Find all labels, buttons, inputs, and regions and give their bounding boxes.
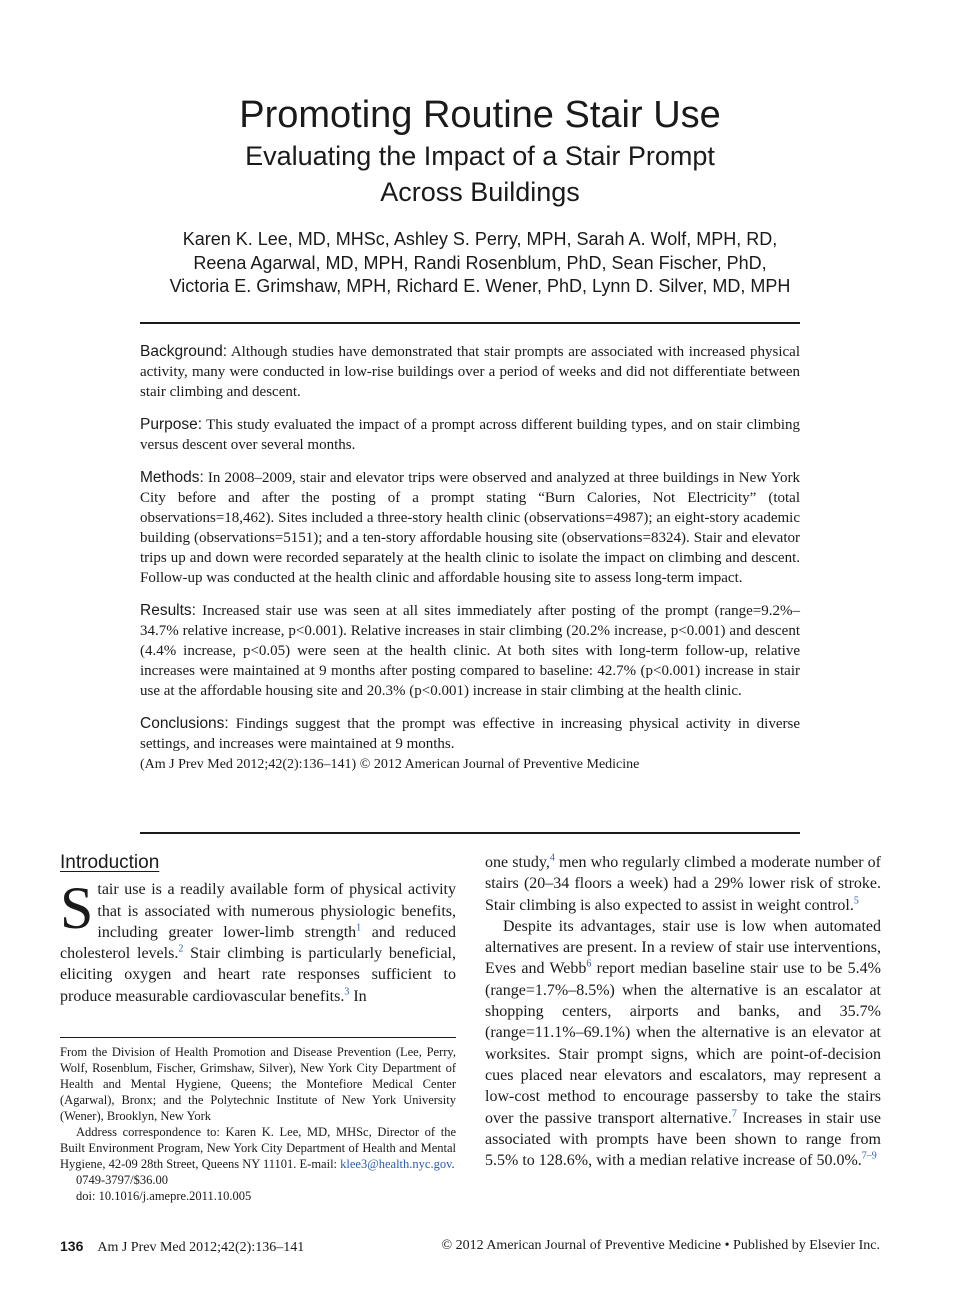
conclusions-label: Conclusions: (140, 715, 229, 732)
background-text: Although studies have demonstrated that stair prompts are associated with increased physical activity, many were conducted in low-rise buildings over a period of weeks and did not differentiate between stair climbing and descent. (140, 344, 800, 400)
footnote-doi: doi: 10.1016/j.amepre.2011.10.005 (76, 1189, 252, 1203)
right-column (485, 852, 881, 1171)
page-footer (60, 1238, 880, 1256)
right-text-2b: report median baseline stair use to be 5.4% (range=1.7%–8.5%) when the alternative is an escalator at shopping centers, airports and banks, and 35.7% (range=11.1%–69.1%) when the alternative is an elevator at worksites. Stair prompt signs, which are point-of-decision cues placed near elevators and escalators, may represent a low-cost method to encourage passersby to take the stairs over the passive transport alternative. (485, 960, 881, 1127)
intro-text-d: In (349, 987, 367, 1005)
conclusions-text: Findings suggest that the prompt was effective in increasing physical activity in diverse settings, and increases were maintained at 9 months. (140, 716, 800, 752)
abstract-conclusions (140, 714, 800, 754)
footnotes (60, 1044, 456, 1204)
abstract-background (140, 342, 800, 402)
email-link[interactable]: klee3@health.nyc.gov (340, 1157, 452, 1171)
reference-1[interactable]: 1 (356, 922, 362, 934)
reference-3[interactable]: 3 (344, 986, 350, 998)
footnote-address (60, 1124, 456, 1172)
background-label: Background: (140, 343, 228, 360)
section-heading-introduction: Introduction (60, 852, 160, 873)
right-paragraph-2 (485, 916, 881, 1172)
intro-text-a: tair use is a readily available form of physical activity that is associated with numerous physiologic benefits, including greater lower-limb strength (97, 881, 456, 941)
reference-5[interactable]: 5 (853, 895, 859, 907)
article-subtitle-line1: Evaluating the Impact of a Stair Prompt (245, 141, 715, 171)
footer-journal: Am J Prev Med 2012;42(2):136–141 (97, 1240, 305, 1255)
page-number: 136 (60, 1238, 84, 1254)
reference-7[interactable]: 7 (731, 1108, 737, 1120)
footnote-affiliation: From the Division of Health Promotion and Disease Prevention (Lee, Perry, Wolf, Rosenblum, Fischer, Grimshaw, Silver), New York City Department of Health and Mental Hygiene, Queens; the Montefiore Medical Center (Agarwal), Bronx; and the Polytechnic Institute of New York University (Wener), Brooklyn, New York (60, 1045, 456, 1123)
author-line-2: Reena Agarwal, MD, MPH, Randi Rosenblum, PhD, Sean Fischer, PhD, (193, 252, 767, 273)
abstract-top-rule (140, 322, 800, 324)
purpose-text: This study evaluated the impact of a prompt across different building types, and on stair climbing versus descent over several months. (140, 417, 800, 453)
intro-text-b: and reduced cholesterol levels. (60, 923, 456, 963)
article-title: Promoting Routine Stair Use (239, 94, 721, 136)
right-text-1a: one study, (485, 854, 550, 871)
right-text-2a: Despite its advantages, stair use is low when automated alternatives are present. In a review of stair use interventions, Eves and Webb (485, 917, 881, 978)
right-text-2c: Increases in stair use associated with prompts have been shown to range from 5.5% to 128.6%, with a median relative increase of 50.0%. (485, 1109, 881, 1170)
abstract-bottom-rule (140, 832, 800, 834)
methods-text: In 2008–2009, stair and elevator trips were observed and analyzed at three buildings in New York City before and after the posting of a prompt stating “Burn Calories, Not Electricity” (total observations=18,462). Sites included a three-story health clinic (observations=4987); an eight-story academic building (observations=5151); and a ten-story affordable housing site (observations=8324). Stair and elevator trips up and down were recorded separately at the health clinic to isolate the impact on climbing and descent. Follow-up was conducted at the health clinic and affordable housing site to assess long-term impact. (140, 470, 800, 586)
abstract-results (140, 601, 800, 701)
address-end: . (451, 1157, 455, 1171)
abstract-purpose (140, 415, 800, 455)
footnote-rule (60, 1037, 456, 1038)
reference-2[interactable]: 2 (178, 943, 184, 955)
intro-paragraph (60, 875, 457, 1007)
address-text: Address correspondence to: Karen K. Lee, MD, MHSc, Director of the Built Environment Program, New York City Department of Health and Mental Hygiene, 42-09 28th Street, Queens NY 11101. E-mail: (60, 1125, 456, 1171)
results-label: Results: (140, 602, 196, 619)
footnote-issn: 0749-3797/$36.00 (76, 1173, 169, 1187)
title-block (0, 92, 960, 210)
footer-copyright: © 2012 American Journal of Preventive Medicine • Published by Elsevier Inc. (441, 1238, 880, 1253)
drop-cap: S (60, 875, 94, 942)
left-column (60, 852, 456, 1007)
abstract-methods (140, 468, 800, 588)
reference-4[interactable]: 4 (549, 852, 555, 864)
methods-label: Methods: (140, 469, 204, 486)
reference-7-9[interactable]: 7–9 (861, 1150, 877, 1162)
article-subtitle-line2: Across Buildings (380, 177, 580, 207)
abstract (140, 342, 800, 788)
purpose-label: Purpose: (140, 416, 203, 433)
right-text-1b: men who regularly climbed a moderate number of stairs (20–34 floors a week) had a 29% lower risk of stroke. Stair climbing is also expected to assist in weight control. (485, 854, 882, 914)
author-line-3: Victoria E. Grimshaw, MPH, Richard E. Wener, PhD, Lynn D. Silver, MD, MPH (169, 276, 791, 296)
abstract-citation: (Am J Prev Med 2012;42(2):136–141) © 2012 American Journal of Preventive Medicine (140, 757, 640, 772)
author-list (110, 228, 850, 299)
results-text: Increased stair use was seen at all sites immediately after posting of the prompt (range=9.2%–34.7% relative increase, p<0.001). Relative increases in stair climbing (20.2% increase, p<0.001) and descent (4.4% increase, p<0.05) were seen at the health clinic. At both sites with long-term follow-up, relative increases were maintained at 9 months after posting compared to baseline: 42.7% (p<0.001) increase in stair use at the affordable housing site and 20.3% (p<0.001) increase in stair climbing at the health clinic. (140, 603, 800, 699)
reference-6[interactable]: 6 (586, 959, 592, 971)
right-paragraph-1 (485, 852, 881, 916)
intro-text-c: Stair climbing is particularly beneficial, eliciting oxygen and heart rate responses sufficient to produce measurable cardiovascular benefits. (60, 945, 457, 1005)
author-line-1: Karen K. Lee, MD, MHSc, Ashley S. Perry, MPH, Sarah A. Wolf, MPH, RD, (182, 229, 778, 249)
